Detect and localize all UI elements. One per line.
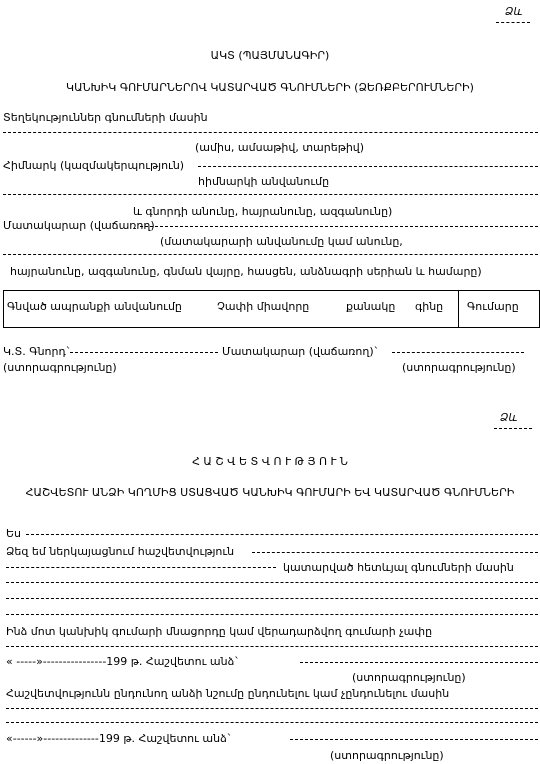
- line-report: Ձեզ եմ ներկայացնում հաշվետվություն: [6, 545, 235, 558]
- supplier-label: Մատակարար (վաճառող): [3, 219, 155, 232]
- col-sum: Գումարը: [467, 300, 519, 313]
- sign-hint-supplier: (ստորագրությունը): [402, 361, 516, 374]
- line-purchases: կատարված հետևյալ գնումների մասին: [283, 561, 514, 574]
- buyer-hint: և գնորդի անունը, հայրանունը, ազգանունը): [133, 205, 393, 218]
- decision-label: Հաշվետվությունն ընդունող անձի նշումը ընդունելու կամ չընդունելու մասին: [6, 687, 450, 700]
- report-title: Հ Ա Շ Վ Ե Տ Վ Ո Ւ Թ Յ Ո Ւ Ն: [192, 455, 348, 468]
- sign-supplier-label: Մատակարար (վաճառող)`: [222, 345, 380, 358]
- sign-hint-report-2: (ստորագրությունը): [330, 749, 444, 762]
- divider: [494, 428, 532, 429]
- accountable-sign-field-2[interactable]: [290, 739, 538, 740]
- line-i: Ես: [6, 527, 22, 540]
- form-mark-bottom: Ձև: [500, 411, 518, 424]
- basis-hint: հիմնարկի անվանումը: [198, 175, 330, 188]
- decision-line[interactable]: [6, 722, 538, 723]
- purchase-table: [3, 290, 540, 328]
- line-balance: Ինձ մոտ կանխիկ գումարի մնացորդը կամ վերադարձվող գումարի չափը: [6, 625, 433, 638]
- accountable-sign-field[interactable]: [300, 662, 538, 663]
- supplier-line2[interactable]: [3, 254, 538, 255]
- sign-buyer-field[interactable]: [70, 352, 218, 353]
- date-line: « -----»----------------199 թ. Հաշվետու անձ`: [6, 655, 240, 668]
- info-line[interactable]: [3, 132, 538, 133]
- basis-line2[interactable]: [3, 194, 538, 195]
- info-label: Տեղեկություններ գնումների մասին: [3, 111, 208, 124]
- report-field[interactable]: [252, 552, 538, 553]
- sign-hint-buyer: (ստորագրությունը): [3, 361, 117, 374]
- col-price: գինը: [415, 300, 444, 313]
- sign-hint-report: (ստորագրությունը): [352, 671, 466, 684]
- basis-label: Հիմնարկ (կազմակերպություն): [3, 159, 185, 172]
- act-subtitle: ԿԱՆԽԻԿ ԳՈՒՄԱՐՆԵՐՈՎ ԿԱՏԱՐՎԱԾ ԳՆՈՒՄՆԵՐԻ (ՁԵՌՔԲԵՐՈՒՄՆԵՐԻ): [66, 81, 474, 94]
- name-field[interactable]: [26, 534, 538, 535]
- col-goods: Գնված ապրանքի անվանումը: [7, 300, 182, 313]
- basis-field[interactable]: [198, 166, 538, 167]
- col-divider: [458, 291, 459, 327]
- supplier-hint: (մատակարարի անվանումը կամ անունը,: [160, 235, 403, 248]
- blank-line[interactable]: [6, 598, 538, 599]
- report-subtitle: ՀԱՇՎԵՏՈՒ ԱՆՁԻ ԿՈՂՄԻՑ ՍՏԱՑՎԱԾ ԿԱՆԽԻԿ ԳՈՒՄԱՐԻ ԵՎ ԿԱՏԱՐՎԱԾ ԳՆՈՒՄՆԵՐԻ: [25, 486, 515, 499]
- date-line-2: «------»--------------199 թ. Հաշվետու անձ`: [6, 732, 233, 745]
- col-qty: քանակը: [346, 300, 396, 313]
- decision-line[interactable]: [6, 708, 538, 709]
- divider: [496, 22, 530, 23]
- supplier-field[interactable]: [140, 226, 538, 227]
- form-mark-top: Ձև: [505, 5, 523, 18]
- act-title: ԱԿՏ (ՊԱՅՄԱՆԱԳԻՐ): [210, 49, 330, 62]
- blank-line[interactable]: [6, 582, 538, 583]
- balance-field[interactable]: [6, 646, 538, 647]
- sign-supplier-field[interactable]: [392, 352, 524, 353]
- blank-line[interactable]: [6, 614, 538, 615]
- sign-buyer-label: Կ.Տ. Գնորդ`: [3, 345, 72, 358]
- col-unit: Չափի միավորը: [217, 300, 310, 313]
- supplier-hint2: հայրանունը, ազգանունը, գնման վայրը, հասցեն, անձնագրի սերիան և համարը): [10, 265, 482, 278]
- date-hint: (ամիս, ամսաթիվ, տարեթիվ): [195, 141, 365, 154]
- purchases-field[interactable]: [6, 567, 276, 568]
